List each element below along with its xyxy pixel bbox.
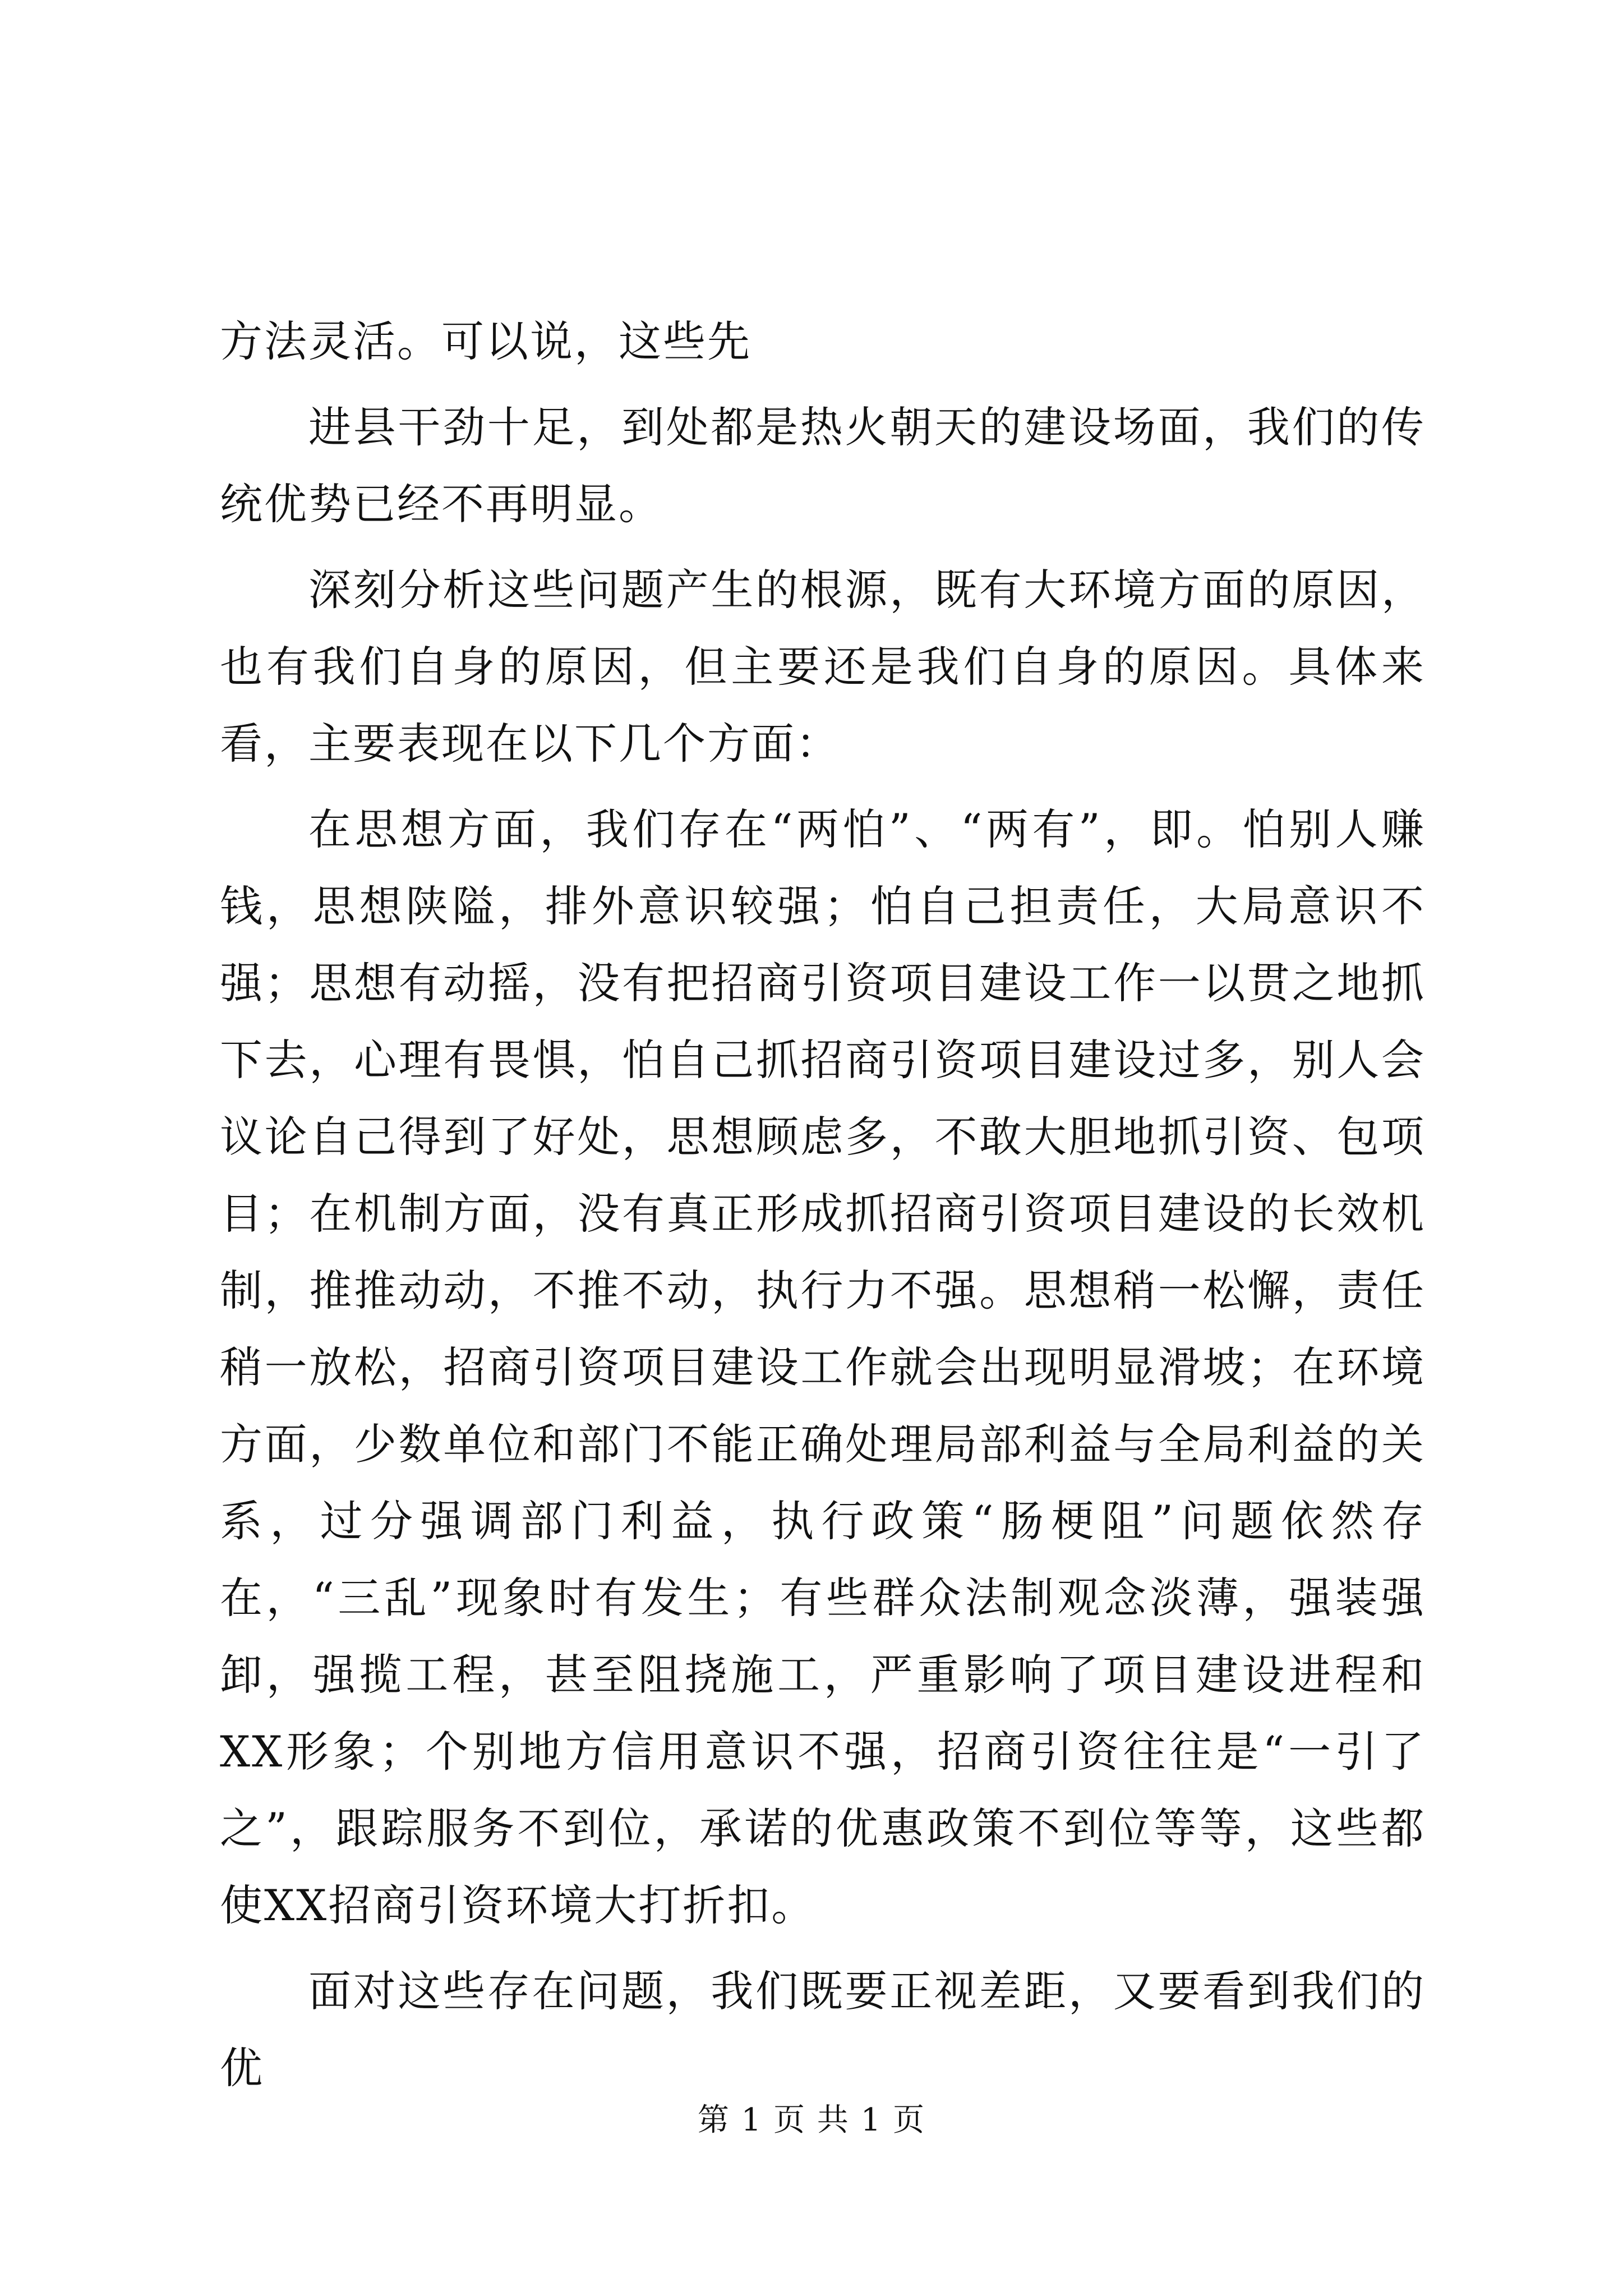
document-body: [220, 303, 1426, 2106]
paragraph: 方法灵活。可以说，这些先: [220, 316, 751, 366]
paragraph: 面对这些存在问题，我们既要正视差距，又要看到我们的优: [220, 1966, 1426, 2093]
page-number-footer: 第 1 页 共 1 页: [697, 2102, 926, 2138]
paragraph: 深刻分析这些问题产生的根源，既有大环境方面的原因，也有我们自身的原因，但主要还是我们自身的原因。具体来看，主要表现在以下几个方面：: [220, 565, 1426, 769]
paragraph: 进县干劲十足，到处都是热火朝天的建设场面，我们的传统优势已经不再明显。: [220, 402, 1426, 529]
paragraph: 在思想方面，我们存在“两怕”、“两有”，即。怕别人赚钱，思想陕隘，排外意识较强；怕自己担责任，大局意识不强；思想有动摇，没有把招商引资项目建设工作一以贯之地抓下去，心理有畏惧，怕自己抓招商引资项目建设过多，别人会议论自己得到了好处，思想顾虑多，不敢大胆地抓引资、包项目；在机制方面，没有真正形成抓招商引资项目建设的长效机制，推推动动，不推不动，执行力不强。思想稍一松懈，责任稍一放松，招商引资项目建设工作就会出现明显滑坡；在环境方面，少数单位和部门不能正确处理局部利益与全局利益的关系，过分强调部门利益，执行政策“肠梗阻”问题依然存在，“三乱”现象时有发生；有些群众法制观念淡薄，强装强卸，强揽工程，甚至阻挠施工，严重影响了项目建设进程和XX形象；个别地方信用意识不强，招商引资往往是“一引了之”，跟踪服务不到位，承诺的优惠政策不到位等等，这些都使XX招商引资环境大打折扣。: [220, 804, 1426, 1930]
